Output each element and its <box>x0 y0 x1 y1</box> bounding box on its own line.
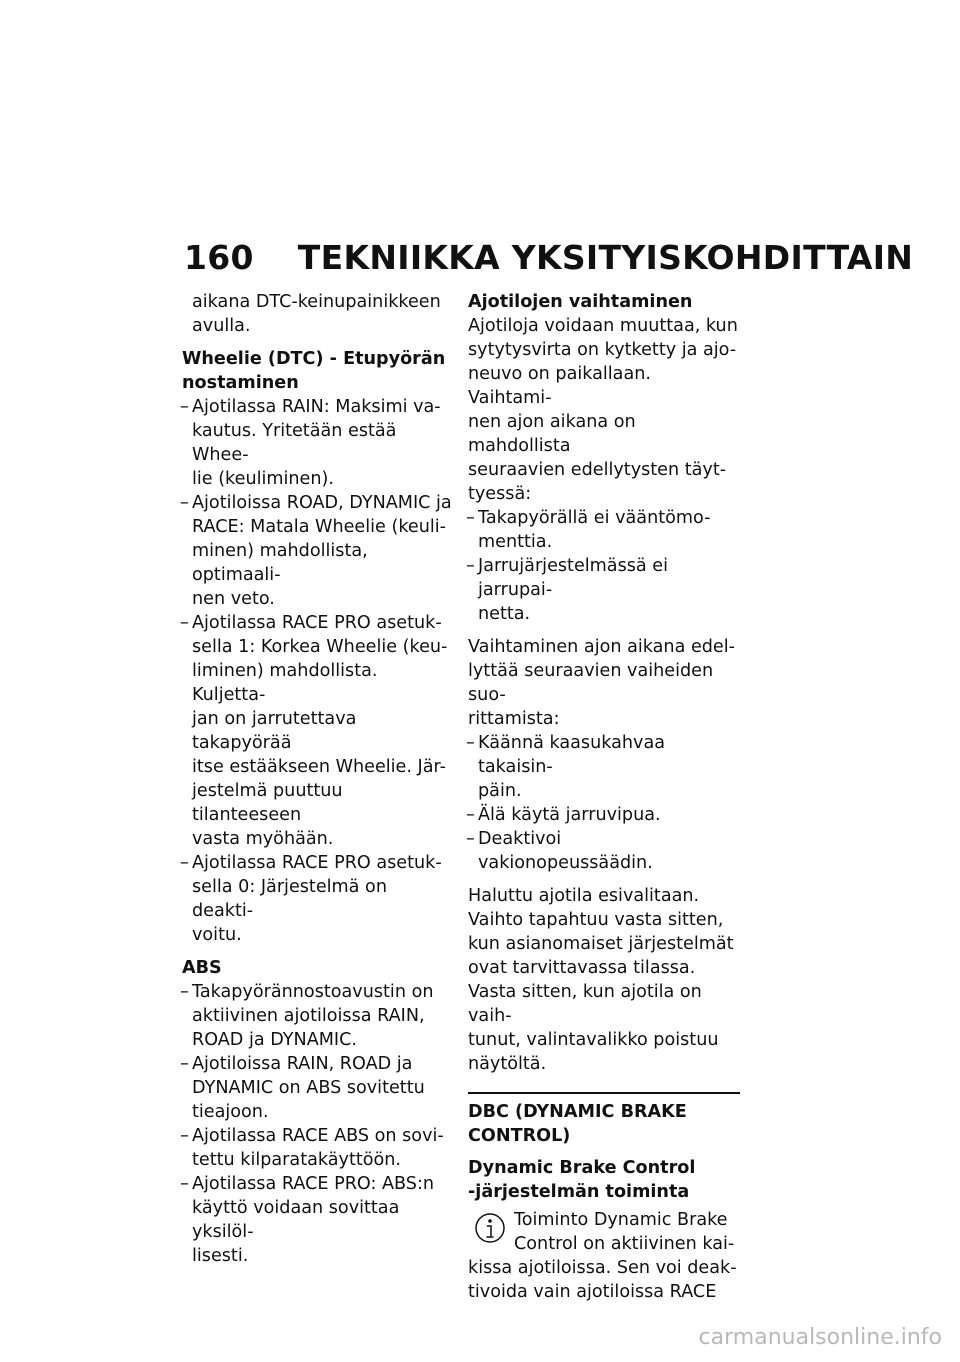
abs-heading: ABS <box>182 958 222 978</box>
list-item: – Jarrujärjestelmässä ei jarrupai- netta. <box>466 556 669 624</box>
outro-paragraph: Haluttu ajotila esivalitaan. Vaihto tapahtuu vasta sitten, kun asianomaiset järjestelmät ovat tarvittavassa tilassa. Vasta sitten, kun ajotila on vaih- tunut, valintavalikko poistuu näytöltä. <box>468 886 734 1074</box>
list-item: – Ajotilassa RAIN: Maksimi va- kautus. Yritetään estää Whee- lie (keuliminen). <box>180 397 441 489</box>
page-number: 160 <box>184 238 254 277</box>
list-item: – Ajotilassa RACE PRO asetuk- sella 0: Järjestelmä on deakti- voitu. <box>180 853 442 945</box>
left-column <box>182 290 452 1277</box>
list-item: – Ajotilassa RACE ABS on sovi- tettu kilparatakäyttöön. <box>180 1126 444 1170</box>
change-paragraph: Vaihtaminen ajon aikana edel- lyttää seuraavien vaiheiden suo- rittamista: <box>468 637 735 729</box>
list-item: – Ajotiloissa RAIN, ROAD ja DYNAMIC on ABS sovitettu tieajoon. <box>180 1054 425 1122</box>
right-column <box>468 290 740 1304</box>
watermark: carmanualsonline.info <box>698 1325 942 1350</box>
info-icon <box>474 1212 506 1252</box>
conditions-list <box>468 506 740 626</box>
list-item: – Deaktivoi vakionopeussäädin. <box>466 829 653 873</box>
section-divider <box>468 1092 740 1094</box>
chapter-title: TEKNIIKKA YKSITYISKOHDITTAIN <box>297 238 914 277</box>
info-note: Toiminto Dynamic Brake Control on aktiivinen kai- kissa ajotiloissa. Sen voi deak- tivoida vain ajotiloissa RACE <box>468 1210 737 1302</box>
list-item: – Ajotiloissa ROAD, DYNAMIC ja RACE: Matala Wheelie (keuli- minen) mahdollista, optimaali- nen veto. <box>180 493 452 609</box>
intro-paragraph: aikana DTC-keinupainikkeen avulla. <box>192 292 441 336</box>
modes-intro: Ajotiloja voidaan muuttaa, kun sytytysvirta on kytketty ja ajo- neuvo on paikallaan. Vaihtami- nen ajon aikana on mahdollista seuraavien edellytysten täyt- tyessä: <box>468 316 738 504</box>
dbc-sub-heading: Dynamic Brake Control -järjestelmän toiminta <box>468 1158 696 1202</box>
dbc-section-title: DBC (DYNAMIC BRAKE CONTROL) <box>468 1102 687 1146</box>
list-item: – Ajotilassa RACE PRO asetuk- sella 1: Korkea Wheelie (keu- liminen) mahdollista. Kuljetta- jan on jarrutettava takapyörää itse estääkseen Wheelie. Jär- jestelmä puuttuu tilanteeseen vasta myöhään. <box>180 613 448 849</box>
page-header <box>184 238 913 277</box>
wheelie-heading: Wheelie (DTC) - Etupyörän nostaminen <box>182 349 446 393</box>
list-item: – Käännä kaasukahvaa takaisin- päin. <box>466 733 666 801</box>
list-item: – Takapyörännostoavustin on aktiivinen ajotiloissa RAIN, ROAD ja DYNAMIC. <box>180 982 434 1050</box>
list-item: – Älä käytä jarruvipua. <box>466 805 661 825</box>
abs-list <box>182 980 452 1268</box>
list-item: – Takapyörällä ei vääntömo- menttia. <box>466 508 711 552</box>
modes-heading: Ajotilojen vaihtaminen <box>468 292 693 312</box>
wheelie-list <box>182 395 452 947</box>
steps-list <box>468 731 740 875</box>
list-item: – Ajotilassa RACE PRO: ABS:n käyttö voidaan sovittaa yksilöl- lisesti. <box>180 1174 435 1266</box>
